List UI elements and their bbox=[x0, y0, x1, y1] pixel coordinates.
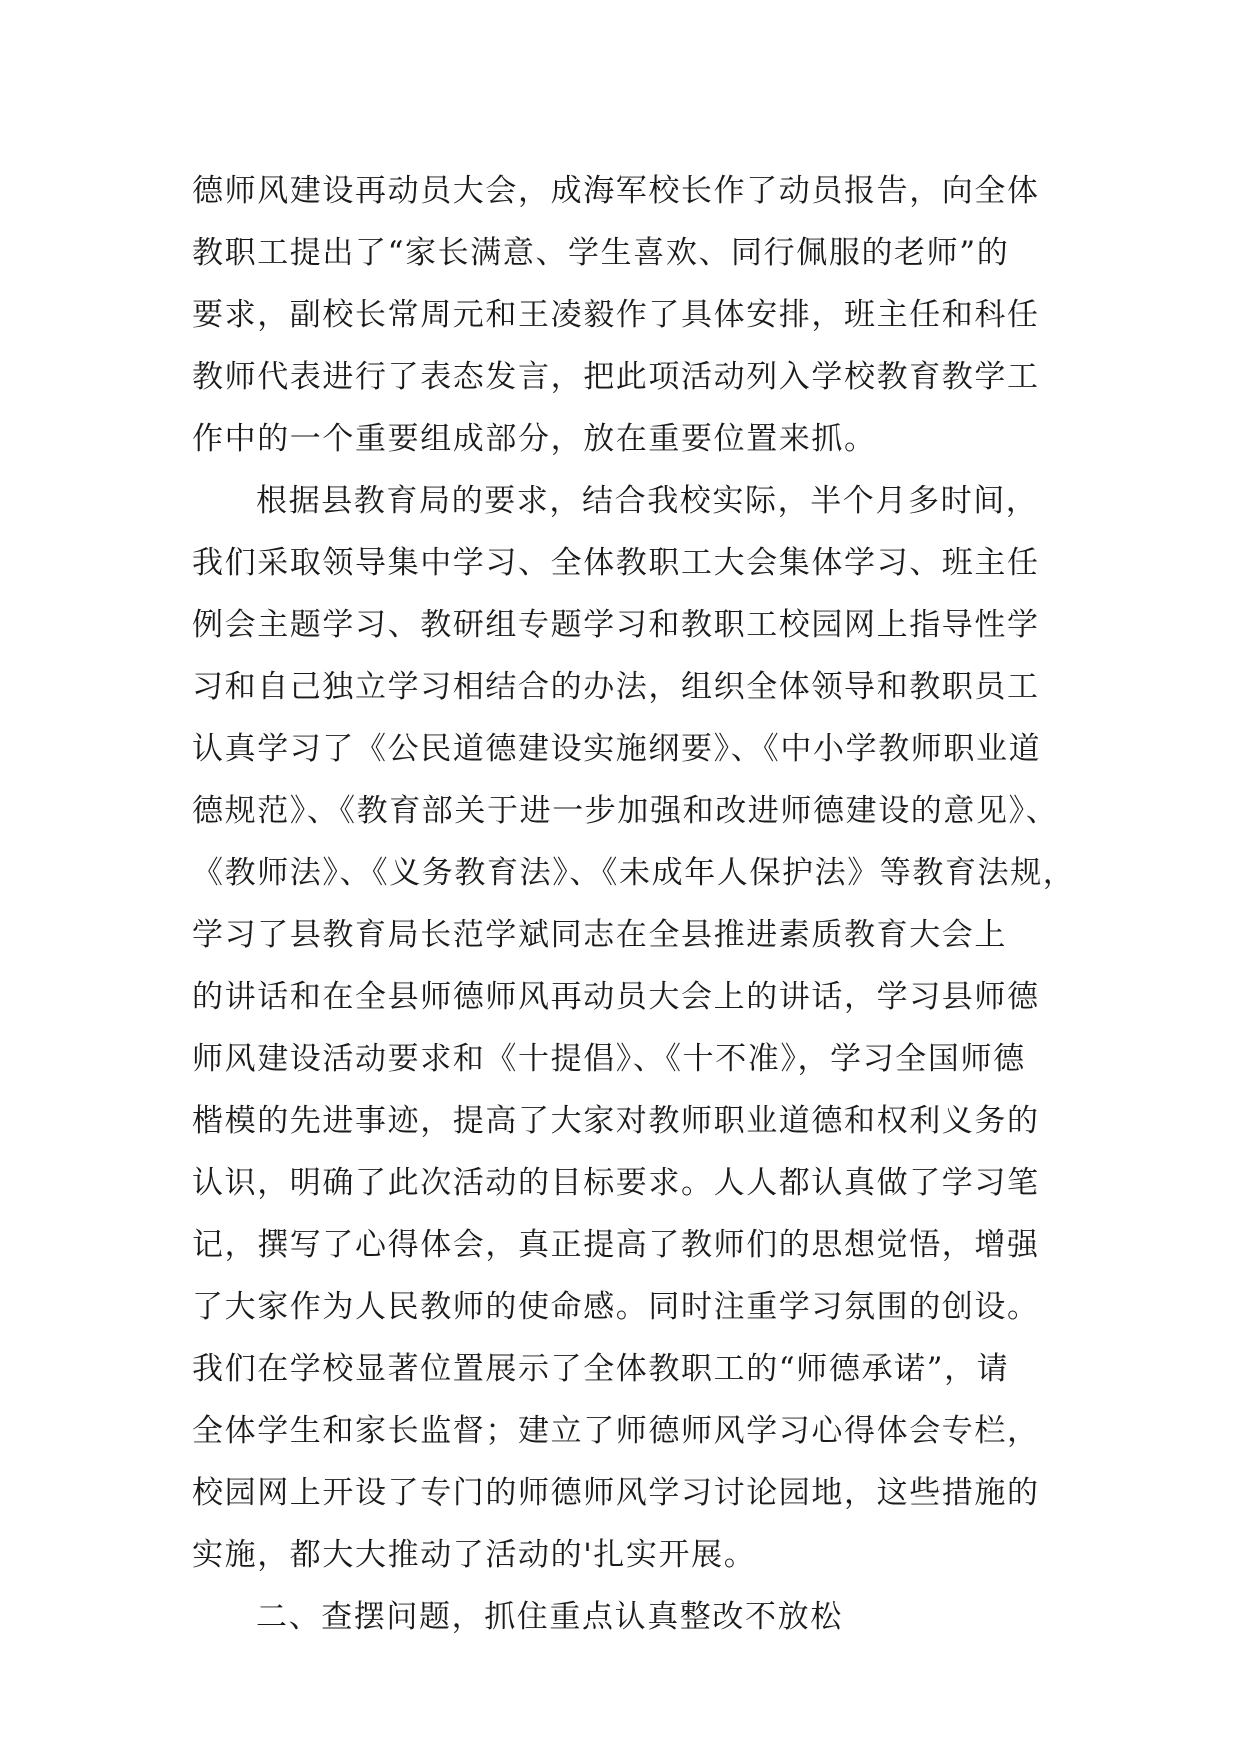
text-line: 德规范》、《教育部关于进一步加强和改进师德建设的意见》、 bbox=[192, 793, 1059, 829]
text-line: 教职工提出了“家长满意、学生喜欢、同行佩服的老师”的 bbox=[192, 235, 1010, 271]
text-line: 习和自己独立学习相结合的办法，组织全体领导和教职员工 bbox=[192, 669, 1040, 705]
text-line: 我们在学校显著位置展示了全体教职工的“师德承诺”，请 bbox=[192, 1351, 1010, 1387]
text-line: 学习了县教育局长范学斌同志在全县推进素质教育大会上 bbox=[192, 917, 1007, 953]
text-line: 要求，副校长常周元和王凌毅作了具体安排，班主任和科任 bbox=[192, 297, 1040, 333]
text-line: 师风建设活动要求和《十提倡》、《十不准》，学习全国师德 bbox=[192, 1041, 1026, 1077]
text-line: 教师代表进行了表态发言，把此项活动列入学校教育教学工 bbox=[192, 359, 1040, 395]
text-line: 我们采取领导集中学习、全体教职工大会集体学习、班主任 bbox=[192, 545, 1040, 581]
text-line: 校园网上开设了专门的师德师风学习讨论园地，这些措施的 bbox=[192, 1475, 1040, 1511]
text-line: 全体学生和家长监督；建立了师德师风学习心得体会专栏， bbox=[192, 1413, 1040, 1449]
text-line: 作中的一个重要组成部分，放在重要位置来抓。 bbox=[192, 421, 877, 457]
text-line: 例会主题学习、教研组专题学习和教职工校园网上指导性学 bbox=[192, 607, 1040, 643]
text-line: 的讲话和在全县师德师风再动员大会上的讲话，学习县师德 bbox=[192, 979, 1040, 1015]
text-line: 《教师法》、《义务教育法》、《未成年人保护法》等教育法规， bbox=[192, 855, 1076, 891]
document-body bbox=[192, 160, 1082, 1648]
text-line: 认识，明确了此次活动的目标要求。人人都认真做了学习笔 bbox=[192, 1165, 1040, 1201]
text-line: 楷模的先进事迹，提高了大家对教师职业道德和权利义务的 bbox=[192, 1103, 1040, 1139]
text-line: 德师风建设再动员大会，成海军校长作了动员报告，向全体 bbox=[192, 173, 1040, 209]
text-line: 实施，都大大推动了活动的'扎实开展。 bbox=[192, 1537, 757, 1573]
text-line: 了大家作为人民教师的使命感。同时注重学习氛围的创设。 bbox=[192, 1289, 1040, 1325]
text-line: 认真学习了《公民道德建设实施纲要》、《中小学教师职业道 bbox=[192, 731, 1042, 767]
paragraph-start-line: 根据县教育局的要求，结合我校实际，半个月多时间， bbox=[256, 483, 1039, 519]
section-heading: 二、查摆问题，抓住重点认真整改不放松 bbox=[256, 1599, 843, 1635]
text-line: 记，撰写了心得体会，真正提高了教师们的思想觉悟，增强 bbox=[192, 1227, 1040, 1263]
